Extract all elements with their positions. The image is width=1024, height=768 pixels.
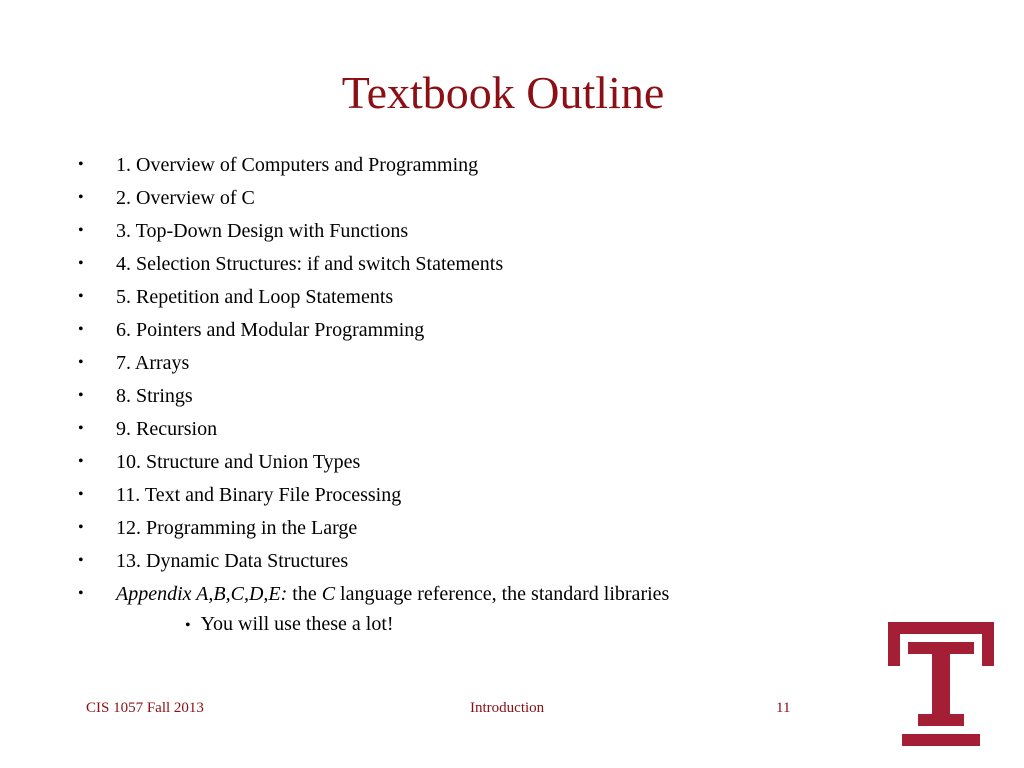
list-item <box>78 315 669 348</box>
list-item-text: 11. Text and Binary File Processing <box>116 484 402 506</box>
sub-bullet-icon: • <box>185 617 191 634</box>
bullet-icon: • <box>78 156 84 173</box>
list-item-text: 7. Arrays <box>116 352 190 374</box>
list-item-text: 9. Recursion <box>116 418 218 440</box>
bullet-icon: • <box>78 354 84 371</box>
list-item <box>78 183 669 216</box>
temple-t-logo-icon <box>888 622 994 746</box>
list-item-text: 8. Strings <box>116 385 193 407</box>
bullet-icon: • <box>78 585 84 602</box>
bullet-icon: • <box>78 420 84 437</box>
bullet-icon: • <box>78 321 84 338</box>
footer-section: Introduction <box>470 700 545 716</box>
list-item <box>78 513 669 546</box>
bullet-icon: • <box>78 519 84 536</box>
list-item <box>78 546 669 579</box>
list-item-text: 4. Selection Structures: if and switch Statements <box>116 253 504 275</box>
list-item-text: 1. Overview of Computers and Programming <box>116 154 479 176</box>
appendix-rest: language reference, the standard libraries <box>340 583 670 605</box>
list-item <box>78 216 669 249</box>
list-item <box>78 381 669 414</box>
bullet-icon: • <box>78 288 84 305</box>
list-item-text: 2. Overview of C <box>116 187 255 209</box>
list-item <box>78 480 669 513</box>
list-item <box>78 150 669 183</box>
appendix-prefix: Appendix A,B,C,D,E: <box>116 583 288 605</box>
bullet-icon: • <box>78 453 84 470</box>
list-item-text: 12. Programming in the Large <box>116 517 358 539</box>
bullet-icon: • <box>78 486 84 503</box>
list-item-text: 3. Top-Down Design with Functions <box>116 220 409 242</box>
bullet-icon: • <box>78 552 84 569</box>
bullet-icon: • <box>78 189 84 206</box>
list-item <box>78 348 669 381</box>
list-item-text: 10. Structure and Union Types <box>116 451 361 473</box>
list-item <box>78 447 669 480</box>
outline-list <box>78 150 669 612</box>
slide-title: Textbook Outline <box>341 67 665 118</box>
appendix-c-language: C <box>321 583 336 605</box>
appendix-the: the <box>292 583 317 605</box>
bullet-icon: • <box>78 255 84 272</box>
list-item <box>78 249 669 282</box>
list-item-text: 5. Repetition and Loop Statements <box>116 286 394 308</box>
appendix-item <box>78 579 669 612</box>
footer-course: CIS 1057 Fall 2013 <box>86 700 204 716</box>
sub-bullet-text: You will use these a lot! <box>200 613 394 635</box>
list-item-text: 13. Dynamic Data Structures <box>116 550 349 572</box>
footer-page-number: 11 <box>776 700 791 716</box>
list-item-text: 6. Pointers and Modular Programming <box>116 319 425 341</box>
bullet-icon: • <box>78 222 84 239</box>
list-item <box>78 282 669 315</box>
sub-bullet-item <box>185 609 394 641</box>
list-item <box>78 414 669 447</box>
bullet-icon: • <box>78 387 84 404</box>
